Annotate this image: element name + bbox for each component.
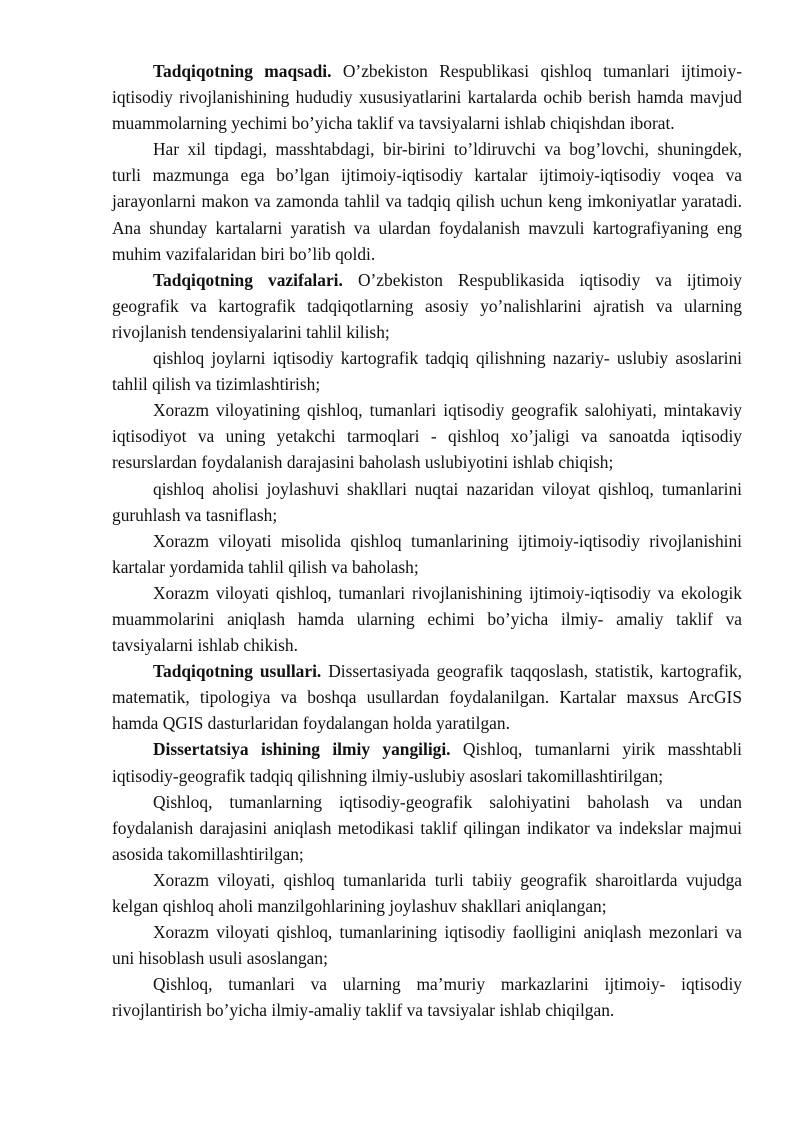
paragraph-task-item bbox=[112, 345, 742, 397]
paragraph-text: Qishloq, tumanlari va ularning ma’muriy markazlarini ijtimoiy- iqtisodiy rivojlantirish bo’yicha ilmiy-amaliy taklif va tavsiyalar ishlab chiqilgan. bbox=[112, 974, 742, 1021]
paragraph-novelty-item bbox=[112, 919, 742, 971]
paragraph-novelty-item bbox=[112, 789, 742, 867]
paragraph-heading: Tadqiqotning usullari. bbox=[153, 661, 322, 682]
paragraph-text: Qishloq, tumanlarning iqtisodiy-geografik salohiyatini baholash va undan foydalanish darajasini aniqlash metodikasi taklif qilingan indikator va indekslar majmui asosida takomillashtirilgan; bbox=[112, 791, 742, 864]
paragraph-maps-role bbox=[112, 136, 742, 266]
paragraph-research-goal bbox=[112, 58, 742, 136]
paragraph-text: Xorazm viloyati qishloq, tumanlarining iqtisodiy faolligini aniqlash mezonlari va uni hisoblash usuli asoslangan; bbox=[112, 922, 742, 969]
paragraph-research-methods bbox=[112, 658, 742, 736]
paragraph-text: Xorazm viloyati qishloq, tumanlari rivojlanishining ijtimoiy-iqtisodiy va ekologik muammolarini aniqlash hamda ularning echimi bo’yicha ilmiy- amaliy taklif va tavsiyalarni ishlab chikish. bbox=[112, 582, 742, 656]
paragraph-text: O’zbekiston Respublikasi qishloq tumanlari ijtimoiy-iqtisodiy rivojlanishining hududiy xususiyatlarini kartalarda ochib berish hamda mavjud muammolarning yechimi bo’yicha taklif va tavsiyalarni ishlab chiqishdan iborat. bbox=[112, 61, 742, 134]
paragraph-text: Dissertasiyada geografik taqqoslash, statistik, kartografik, matematik, tipologiya va boshqa usullardan foydalanilgan. Kartalar maxsus ArcGIS hamda QGIS dasturlaridan foydalangan holda yaratilgan. bbox=[112, 661, 742, 734]
paragraph-text: O’zbekiston Respublikasida iqtisodiy va ijtimoiy geografik va kartografik tadqiqotlarning asosiy yo’nalishlarini ajratish va ularning rivojlanish tendensiyalarini tahlil kilish; bbox=[112, 269, 742, 342]
paragraph-research-tasks bbox=[112, 267, 742, 345]
paragraph-task-item bbox=[112, 476, 742, 528]
paragraph-heading: Tadqiqotning vazifalari. bbox=[153, 269, 343, 290]
paragraph-text: qishloq aholisi joylashuvi shakllari nuqtai nazaridan viloyat qishloq, tumanlarini guruhlash va tasniflash; bbox=[112, 478, 742, 525]
paragraph-scientific-novelty bbox=[112, 736, 742, 788]
paragraph-heading: Tadqiqotning maqsadi. bbox=[153, 61, 332, 81]
paragraph-text: Qishloq, tumanlarni yirik masshtabli iqtisodiy-geografik tadqiq qilishning ilmiy-uslubiy asoslari takomillashtirilgan; bbox=[112, 739, 743, 786]
paragraph-task-item bbox=[112, 528, 742, 580]
paragraph-text: qishloq joylarni iqtisodiy kartografik tadqiq qilishning nazariy- uslubiy asoslarini tahlil qilish va tizimlashtirish; bbox=[112, 348, 742, 395]
paragraph-novelty-item bbox=[112, 867, 742, 919]
paragraph-text: Xorazm viloyati misolida qishloq tumanlarining ijtimoiy-iqtisodiy rivojlanishini kartalar yordamida tahlil qilish va baholash; bbox=[112, 530, 742, 577]
paragraph-text: Har xil tipdagi, masshtabdagi, bir-birini to’ldiruvchi va bog’lovchi, shuningdek, turli mazmunga ega bo’lgan ijtimoiy-iqtisodiy kartalar ijtimoiy-iqtisodiy voqea va jarayonlarni makon va zamonda tahlil va tadqiq qilish uchun keng imkoniyatlar yaratadi. Ana shunday kartalarni yaratish va ulardan foydalanish mavzuli kartografiyaning eng muhim vazifalaridan biri bo’lib qoldi. bbox=[112, 139, 742, 264]
paragraph-text: Xorazm viloyatining qishloq, tumanlari iqtisodiy geografik salohiyati, mintakaviy iqtisodiyot va uning yetakchi tarmoqlari - qishloq xo’jaligi va sanoatda iqtisodiy resurslardan foydalanish darajasini baholash uslubiyotini ishlab chiqish; bbox=[112, 400, 742, 473]
paragraph-task-item bbox=[112, 397, 742, 475]
paragraph-task-item bbox=[112, 580, 742, 658]
document-page bbox=[112, 58, 742, 1023]
paragraph-heading: Dissertatsiya ishining ilmiy yangiligi. bbox=[153, 739, 451, 760]
paragraph-text: Xorazm viloyati, qishloq tumanlarida turli tabiiy geografik sharoitlarda vujudga kelgan qishloq aholi manzilgohlarining joylashuv shakllari aniqlangan; bbox=[112, 869, 742, 916]
paragraph-novelty-item bbox=[112, 971, 742, 1023]
